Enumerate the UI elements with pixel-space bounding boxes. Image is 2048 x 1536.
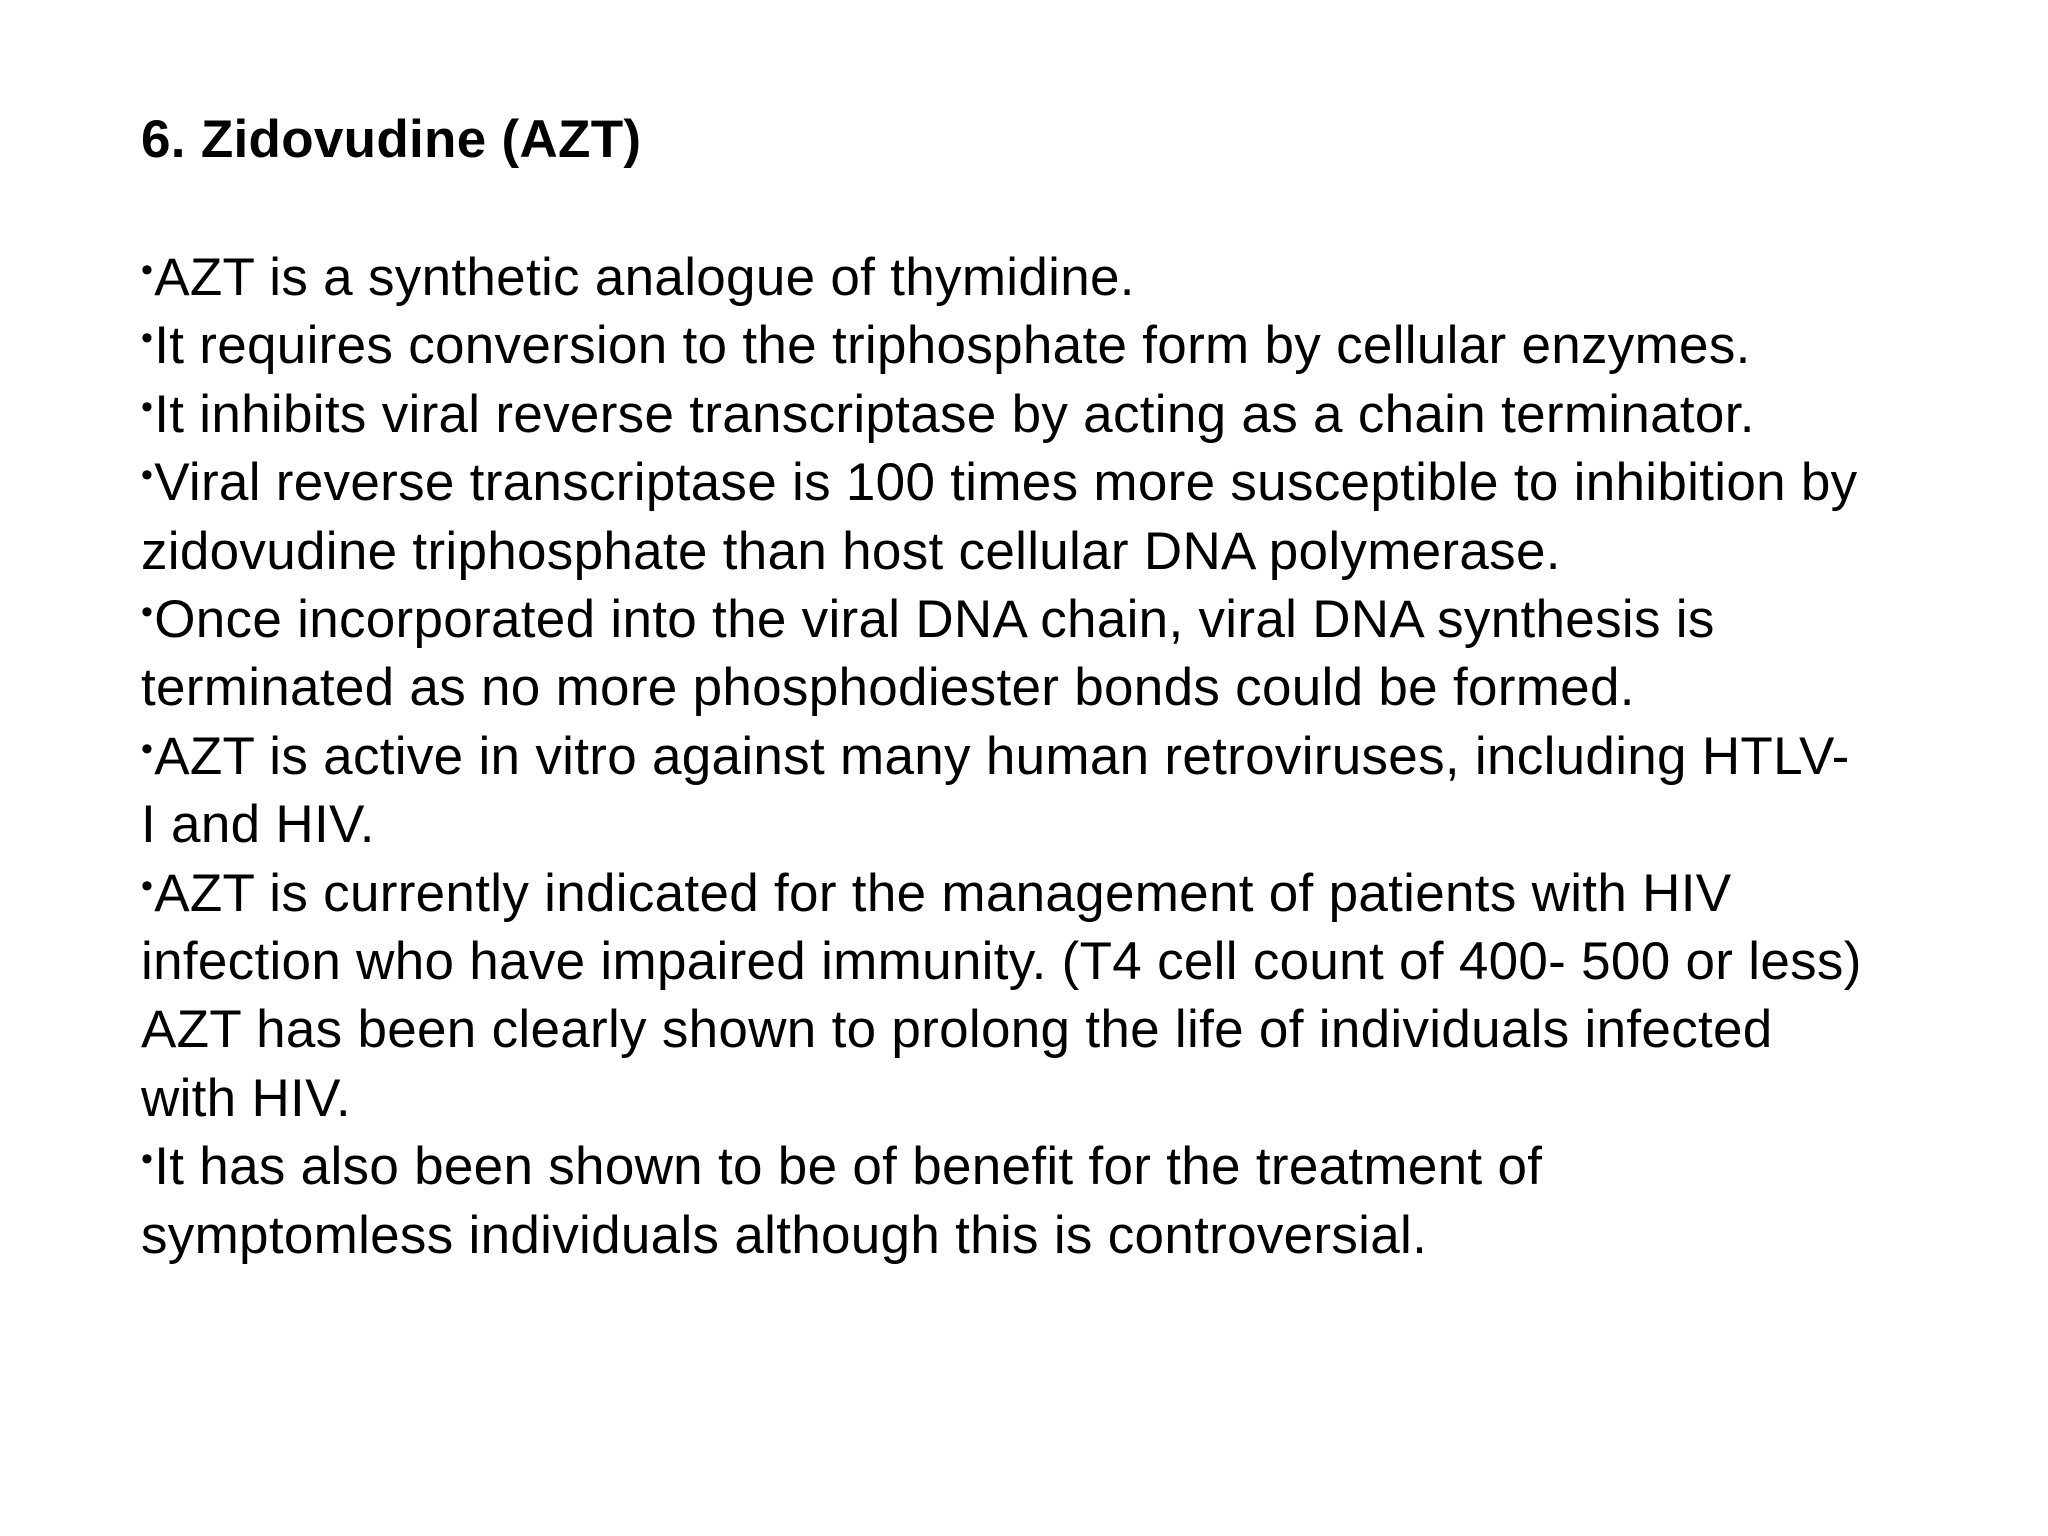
bullet-item — [141, 860, 2021, 1134]
bullet-line: with HIV. — [141, 1068, 351, 1128]
bullet-line: •It has also been shown to be of benefit for the treatment of — [141, 1137, 1543, 1197]
bullet-dot-icon: • — [141, 729, 154, 768]
bullet-dot-icon: • — [141, 593, 154, 632]
bullet-line: terminated as no more phosphodiester bonds could be formed. — [141, 658, 1635, 718]
slide-title: 6. Zidovudine (AZT) — [141, 110, 642, 169]
bullet-line: AZT has been clearly shown to prolong the life of individuals infected — [141, 1000, 1773, 1060]
bullet-line: •It requires conversion to the triphosphate form by cellular enzymes. — [141, 316, 1751, 376]
bullet-line: •Once incorporated into the viral DNA chain, viral DNA synthesis is — [141, 590, 1715, 650]
bullet-dot-icon: • — [141, 319, 154, 358]
bullet-line: zidovudine triphosphate than host cellular DNA polymerase. — [141, 521, 1561, 581]
bullet-dot-icon: • — [141, 1140, 154, 1179]
bullet-dot-icon: • — [141, 866, 154, 905]
bullet-line: infection who have impaired immunity. (T4 cell count of 400- 500 or less) — [141, 932, 1862, 992]
bullet-item — [141, 244, 2021, 312]
bullet-dot-icon: • — [141, 251, 154, 289]
bullet-dot-icon: • — [141, 387, 154, 426]
bullet-line: symptomless individuals although this is controversial. — [141, 1205, 1428, 1265]
bullet-list — [141, 244, 2021, 1270]
bullet-line: •AZT is active in vitro against many human retroviruses, including HTLV- — [141, 726, 1850, 786]
bullet-line: •Viral reverse transcriptase is 100 times more susceptible to inhibition by — [141, 453, 1858, 513]
bullet-line: •AZT is currently indicated for the management of patients with HIV — [141, 863, 1732, 923]
bullet-item — [141, 381, 2021, 449]
bullet-item — [141, 449, 2021, 586]
bullet-item — [141, 312, 2021, 380]
bullet-line: I and HIV. — [141, 795, 375, 855]
bullet-item — [141, 1133, 2021, 1270]
bullet-item — [141, 723, 2021, 860]
bullet-dot-icon: • — [141, 456, 154, 495]
bullet-line: •It inhibits viral reverse transcriptase by acting as a chain terminator. — [141, 384, 1755, 444]
bullet-line: •AZT is a synthetic analogue of thymidine. — [141, 248, 1135, 307]
bullet-item — [141, 586, 2021, 723]
